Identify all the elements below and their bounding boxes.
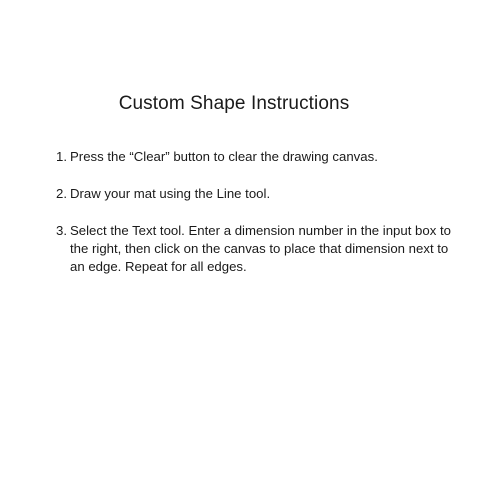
instruction-step-2 <box>56 185 456 203</box>
step-text: Draw your mat using the Line tool. <box>70 186 271 201</box>
instruction-steps-list <box>56 148 456 295</box>
instruction-step-1 <box>56 148 456 166</box>
instruction-step-3 <box>56 222 456 276</box>
step-number: 3. <box>56 223 67 238</box>
step-text: Select the Text tool. Enter a dimension number in the input box to the right, then click on the canvas to place that dimension next to an edge. Repeat for all edges. <box>70 223 451 274</box>
instructions-title: Custom Shape Instructions <box>118 93 350 114</box>
step-number: 2. <box>56 186 67 201</box>
step-text: Press the “Clear” button to clear the drawing canvas. <box>70 149 378 164</box>
step-number: 1. <box>56 149 67 164</box>
